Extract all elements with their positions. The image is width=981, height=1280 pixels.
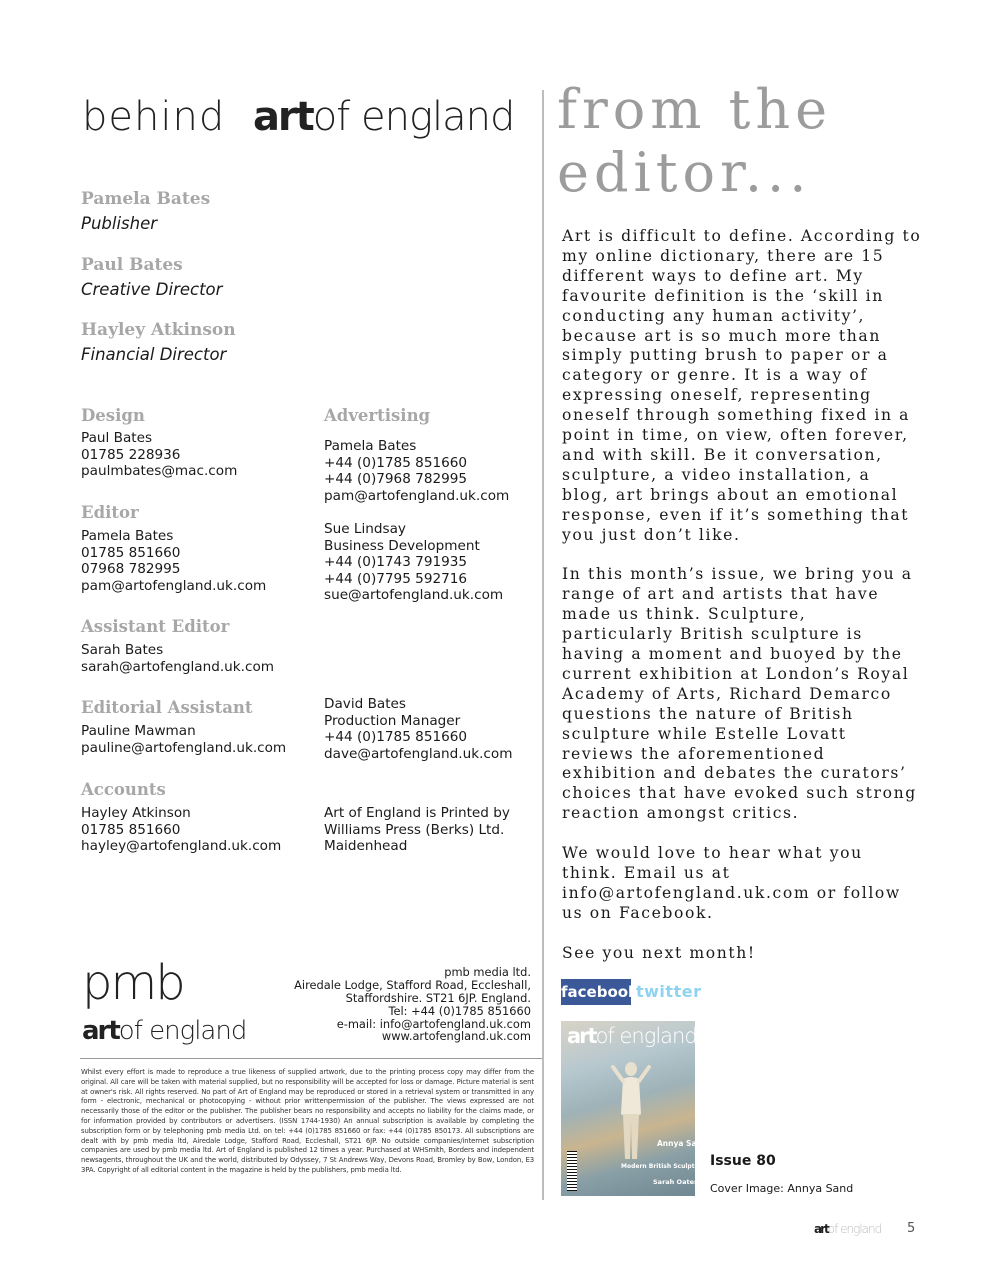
assistant-editor-contact: Sarah Bates sarah@artofengland.uk.com bbox=[81, 642, 275, 675]
email-link[interactable]: e-mail: info@artofengland.uk.com bbox=[336, 1016, 531, 1031]
magazine-cover-image[interactable] bbox=[561, 1021, 708, 1196]
assistant-editor-heading: Assistant Editor bbox=[81, 617, 230, 636]
facebook-button[interactable]: facebook bbox=[561, 979, 631, 1005]
email-link[interactable]: sarah@artofengland.uk.com bbox=[81, 658, 275, 675]
editor-contact: Pamela Bates 01785 851660 07968 782995 pam@artofengland.uk.com bbox=[81, 528, 267, 594]
role-name: Hayley Atkinson bbox=[81, 320, 236, 340]
accounts-contact: Hayley Atkinson 01785 851660 hayley@artofengland.uk.com bbox=[81, 805, 282, 855]
role-title: Creative Director bbox=[81, 280, 223, 299]
art-of-england-logo: artof england bbox=[82, 1016, 247, 1046]
footer-logo: artof england bbox=[814, 1222, 882, 1236]
barcode-icon bbox=[567, 1151, 577, 1191]
editorial-assistant-contact: Pauline Mawman pauline@artofengland.uk.com bbox=[81, 723, 287, 756]
advertising-contact: Pamela Bates +44 (0)1785 851660 +44 (0)7968 782995 pam@artofengland.uk.com bbox=[324, 438, 510, 504]
email-link[interactable]: pauline@artofengland.uk.com bbox=[81, 739, 287, 756]
email-link[interactable]: pam@artofengland.uk.com bbox=[81, 577, 267, 594]
masthead-title bbox=[82, 94, 514, 140]
email-link[interactable]: hayley@artofengland.uk.com bbox=[81, 838, 282, 855]
letter-signoff: See you next month! bbox=[562, 943, 756, 962]
email-link[interactable]: dave@artofengland.uk.com bbox=[324, 745, 513, 762]
cover-artist: Annya Sand bbox=[657, 1139, 708, 1148]
production-contact: David Bates Production Manager +44 (0)1785 851660 dave@artofengland.uk.com bbox=[324, 696, 513, 762]
letter-paragraph: In this month’s issue, we bring you a range of art and artists that have made us think. Sculpture, particularly British sculpture is having a moment and buoyed by the current exhibition at London’s Royal Academy of Arts, Richard Demarco questions the nature of British sculpture while Estelle Lovatt reviews the aforementioned exhibition and debates the curators’ choices that have evoked such strong reaction amongst critics. bbox=[562, 565, 917, 823]
disclaimer-text: Whilst every effort is made to reproduce a true likeness of supplied artwork, due to the printing process copy may differ from the original. All care will be taken with material supplied, but no responsibility will be accepted for loss or damage. Picture material is sent at owner's risk. All rights reserved. No part of Art of England may be reproduced or stored in a retrieval system or transmitted in any form - electronic, mechanical or photocopying - without prior writtenpermission of the publisher. The views expressed are not necessarily those of the editor or the publisher. The publisher bears no responsibility and accepts no liability for the claims made, or for information provided by contributors or advertisers. (ISSN 1744-1930) An annual subscription is available by completing the subscription form or by telephoning pmb media Ltd. on tel: +44 (0)1785 851660 or fax: +44 (0)1785 850173. All subscriptions are dealt with by pmb media ltd, Airedale Lodge, Stafford Road, Eccleshall, ST21 6JP. No outside companies/internet subscription companies are used by pmb media ltd. Art of England is published 12 times a year. Purchased at WHSmith, Borders and independent newsagents, throughout the UK and the world, distributed by Odyssey, 7 St Andrews Way, Devons Road, Bromley by Bow, London, E3 3PA. Copyright of all editorial content in the magazine is held by the publishers, pmb media ltd. bbox=[81, 1068, 534, 1174]
role-title: Financial Director bbox=[81, 345, 227, 364]
editor-letter-body bbox=[562, 227, 922, 983]
role-name: Pamela Bates bbox=[81, 189, 211, 209]
cover-feature: Modern British Sculpture bbox=[621, 1163, 706, 1170]
letter-paragraph: We would love to hear what you think. Email us at info@artofengland.uk.com or follow us on Facebook. bbox=[562, 844, 901, 922]
design-contact: Paul Bates 01785 228936 paulmbates@mac.com bbox=[81, 430, 238, 480]
cover-logo: artof england bbox=[567, 1024, 697, 1048]
pmb-logo: pmb bbox=[82, 955, 184, 1011]
business-development-contact: Sue Lindsay Business Development +44 (0)1743 791935 +44 (0)7795 592716 sue@artofengland.uk.com bbox=[324, 521, 504, 604]
publisher-address: pmb media ltd. Airedale Lodge, Stafford Road, Eccleshall, Staffordshire. ST21 6JP. England. Tel: +44 (0)1785 851660 e-mail: info@artofengland.uk.com www.artofengland.uk.com bbox=[294, 965, 531, 1044]
role-name: Paul Bates bbox=[81, 255, 183, 275]
accounts-heading: Accounts bbox=[81, 780, 166, 799]
horizontal-divider bbox=[80, 1058, 542, 1059]
column-divider bbox=[542, 90, 544, 1200]
twitter-button[interactable]: twitter bbox=[636, 982, 702, 1001]
editorial-assistant-heading: Editorial Assistant bbox=[81, 698, 253, 717]
design-heading: Design bbox=[81, 406, 145, 425]
letter-paragraph: Art is difficult to define. According to my online dictionary, there are 15 different ways to define art. My favourite definition is the ‘skill in conducting any human activity’, because art is so much more than simply putting brush to paper or a category or genre. It is a way of expressing oneself, representing oneself through something fixed in a point in time, on view, often forever, and with skill. Be it conversation, sculpture, a video installation, a blog, art brings about an emotional response, even if it’s something that you just don’t like. bbox=[562, 227, 922, 544]
editor-heading: Editor bbox=[81, 503, 139, 522]
website-link[interactable]: www.artofengland.uk.com bbox=[381, 1029, 531, 1044]
email-link[interactable]: sue@artofengland.uk.com bbox=[324, 587, 504, 604]
advertising-heading: Advertising bbox=[324, 406, 431, 425]
masthead-prefix: behind bbox=[82, 94, 226, 140]
role-title: Publisher bbox=[81, 214, 158, 233]
cover-figure bbox=[611, 1059, 651, 1169]
editor-letter-heading: from the editor... bbox=[557, 78, 833, 204]
email-link[interactable]: paulmbates@mac.com bbox=[81, 463, 238, 480]
cover-name: Sarah Oates bbox=[653, 1178, 698, 1186]
art-of-england-logo: artof england bbox=[252, 94, 515, 140]
printer-note: Art of England is Printed by Williams Press (Berks) Ltd. Maidenhead bbox=[324, 805, 510, 855]
cover-credit: Cover Image: Annya Sand bbox=[710, 1182, 854, 1195]
issue-number: Issue 80 bbox=[710, 1153, 776, 1169]
email-link[interactable]: pam@artofengland.uk.com bbox=[324, 487, 510, 504]
page-number: 5 bbox=[907, 1221, 916, 1236]
